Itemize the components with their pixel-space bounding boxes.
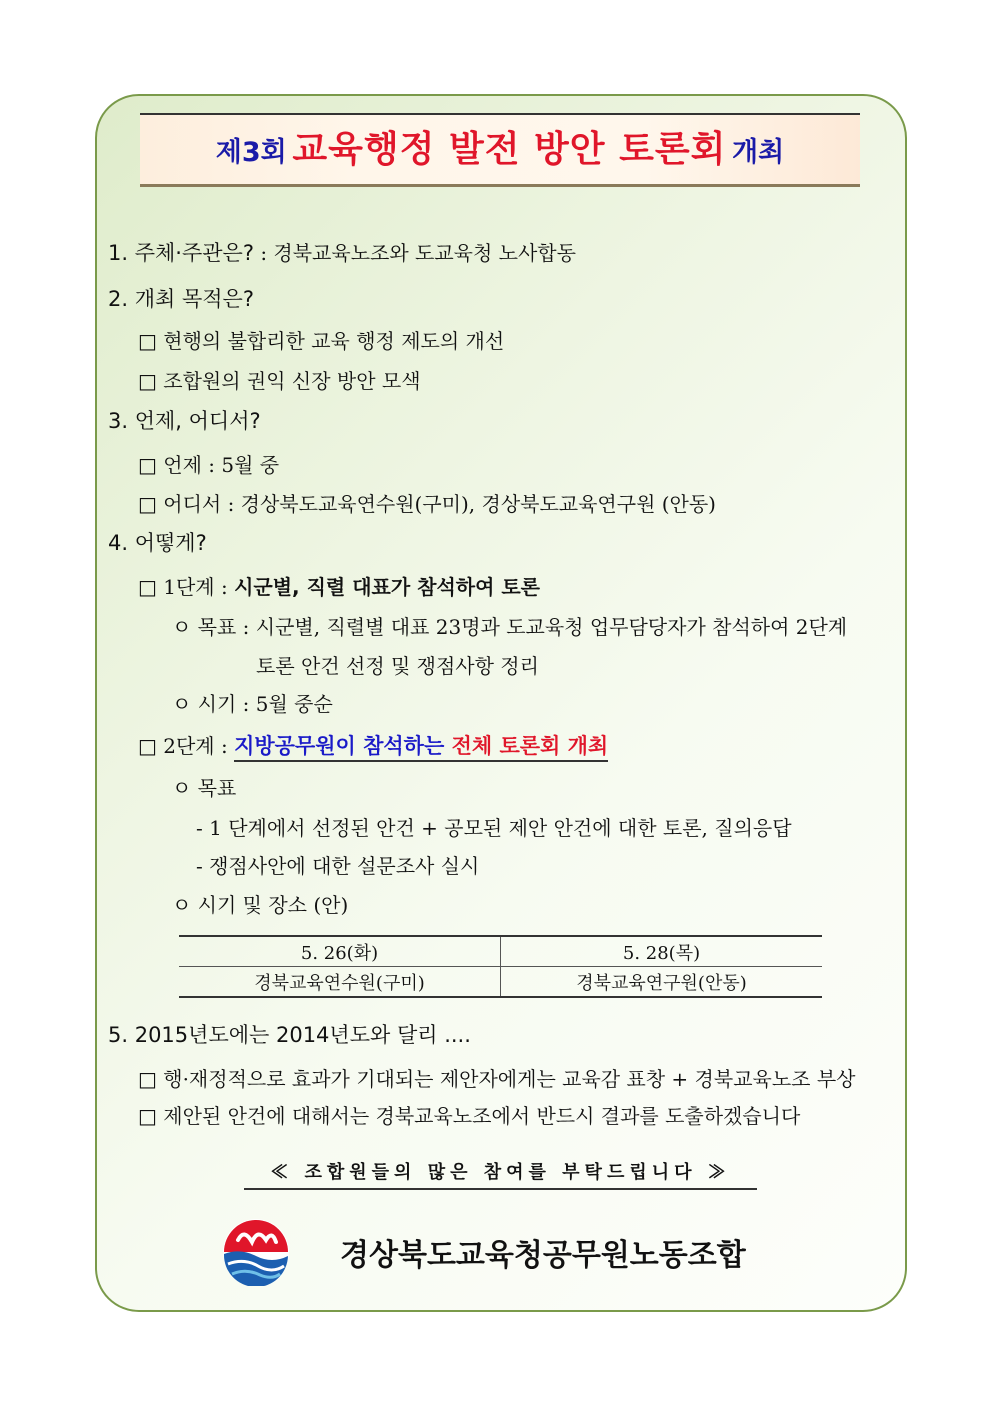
section-5-item-1: □ 행·재정적으로 효과가 기대되는 제안자에게는 교육감 표창 + 경북교육노조 부상 [138, 1067, 856, 1091]
step-2-red-text: 전체 토론회 개최 [451, 734, 609, 758]
step-1-goal-line-2: 토론 안건 선정 및 쟁점사항 정리 [256, 654, 539, 678]
section-3-item-1: □ 언제 : 5월 중 [138, 453, 280, 477]
step-1-prefix: □ 1단계 : [138, 575, 235, 599]
section-5-label: 5. 2015년도에는 2014년도와 달리 .... [108, 1023, 471, 1047]
section-2-item-1: □ 현행의 불합리한 교육 행정 제도의 개선 [138, 329, 505, 353]
closing-message: ≪ 조합원들의 많은 참여를 부탁드립니다 ≫ [244, 1158, 757, 1190]
title-main: 교육행정 발전 방안 토론회 [292, 129, 727, 170]
step-2 [138, 730, 608, 760]
union-logo-icon [222, 1218, 290, 1286]
step-2-blue-text: 지방공무원이 참석하는 [234, 734, 452, 758]
section-2-item-2: □ 조합원의 권익 신장 방안 모색 [138, 369, 421, 393]
title-banner [140, 113, 860, 187]
title-suffix: 개최 [732, 137, 785, 168]
step-2-place: ㅇ 시기 및 장소 (안) [172, 893, 349, 917]
step-1-goal-line-1: ㅇ 목표 : 시군별, 직렬별 대표 23명과 도교육청 업무담당자가 참석하여 2단계 [172, 615, 848, 639]
step-2-goal-a: - 1 단계에서 선정된 안건 + 공모된 제안 안건에 대한 토론, 질의응답 [196, 816, 792, 840]
section-4-label: 4. 어떻게? [108, 531, 207, 555]
step-1-time: ㅇ 시기 : 5월 중순 [172, 692, 333, 716]
organization-name: 경상북도교육청공무원노동조합 [340, 1238, 746, 1273]
schedule-date-1: 5. 26(화) [179, 936, 501, 967]
section-1-label: 1. 주체·주관은? [108, 241, 254, 265]
step-2-prefix: □ 2단계 : [138, 734, 235, 758]
step-1 [138, 571, 540, 600]
title-prefix: 제3회 [215, 137, 287, 168]
step-2-goal: ㅇ 목표 [172, 776, 237, 800]
schedule-place-1: 경북교육연수원(구미) [179, 967, 501, 998]
section-5-item-2: □ 제안된 안건에 대해서는 경북교육노조에서 반드시 결과를 도출하겠습니다 [138, 1104, 801, 1128]
schedule-table [179, 935, 822, 998]
section-1-value: : 경북교육노조와 도교육청 노사합동 [253, 241, 576, 265]
schedule-date-2: 5. 28(목) [501, 936, 823, 967]
step-2-goal-b: - 쟁점사안에 대한 설문조사 실시 [196, 854, 480, 878]
section-1 [108, 237, 576, 267]
section-3-item-2: □ 어디서 : 경상북도교육연수원(구미), 경상북도교육연구원 (안동) [138, 492, 716, 516]
schedule-place-2: 경북교육연구원(안동) [501, 967, 823, 998]
table-row [179, 936, 822, 967]
section-3-label: 3. 언제, 어디서? [108, 409, 261, 433]
section-2-label: 2. 개최 목적은? [108, 287, 254, 311]
table-row [179, 967, 822, 998]
step-1-text: 시군별, 직렬 대표가 참석하여 토론 [234, 575, 541, 599]
